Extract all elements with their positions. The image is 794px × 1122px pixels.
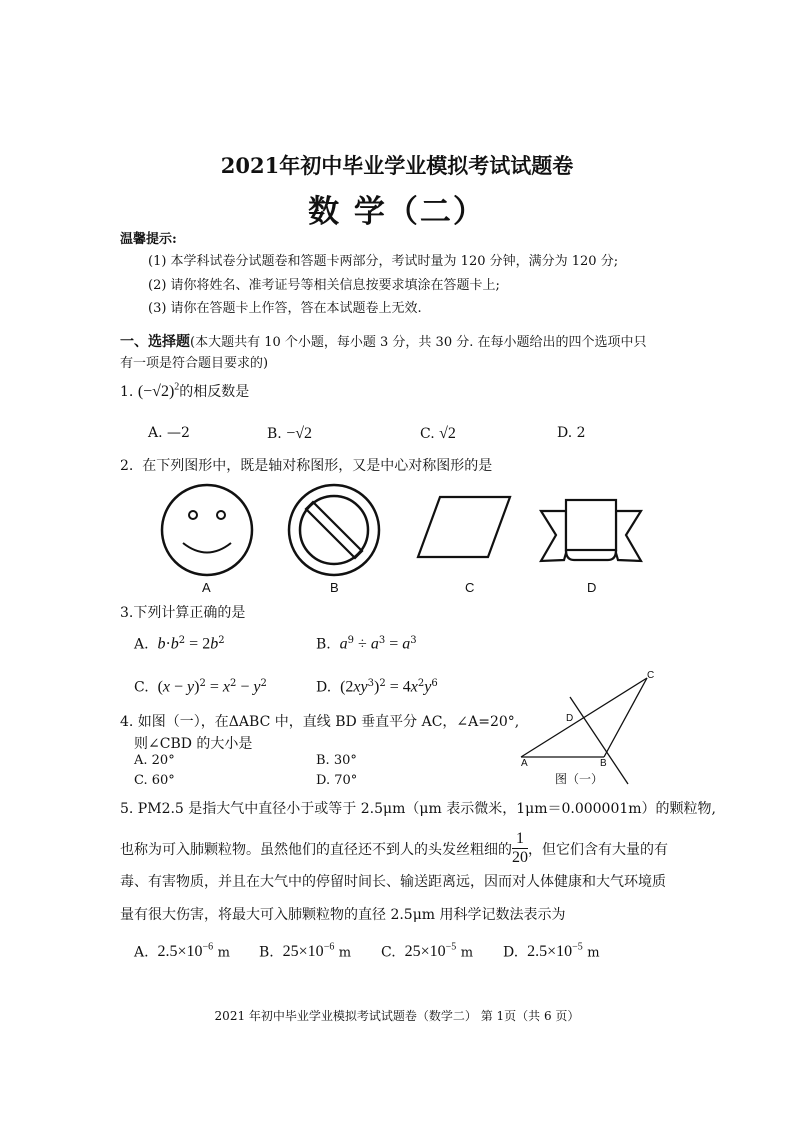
q5-option-a: A. $2.5\times 10^{-6}$ m xyxy=(134,942,230,961)
q3-number: 3. xyxy=(120,605,134,621)
q1-number: 1. xyxy=(120,384,134,400)
q3-option-c: C. $(x - y)^2 = x^2 - y^2$ xyxy=(134,678,267,696)
q2-stem-text: 在下列图形中，既是轴对称图形，又是中心对称图形的是 xyxy=(142,458,493,474)
q1-option-a: A. —2 xyxy=(148,425,190,441)
side-bc xyxy=(604,678,647,757)
section-title: 一、选择题 xyxy=(120,334,190,350)
q5-fraction xyxy=(512,830,528,867)
q3-option-a-label: A. xyxy=(134,636,149,653)
q1-option-b-label: B. xyxy=(267,426,282,442)
point-b-label: B xyxy=(600,758,607,769)
q5-line2-start: 也称为可入肺颗粒物。虽然他们的直径还不到人的头发丝粗细的 xyxy=(120,841,512,858)
q5-option-c: C. $25\times 10^{-5}$ m xyxy=(381,942,474,961)
q5-fraction-denominator: 20 xyxy=(512,849,528,866)
q4-option-a: A. 20° xyxy=(134,753,175,768)
q3-option-b: B. $a^9 \div a^3 = a^3$ xyxy=(316,635,417,653)
page-footer: 2021 年初中毕业学业模拟考试试题卷（数学二） 第 1页（共 6 页） xyxy=(214,1009,580,1023)
q5-line2-end: ，但它们含有大量的有 xyxy=(528,841,668,858)
q1-option-d: D. 2 xyxy=(557,425,586,441)
q2-number: 2. xyxy=(120,458,134,474)
q1-option-c: C. √2 xyxy=(420,425,456,442)
q2-label-c: C xyxy=(465,580,475,595)
q1-option-c-label: C. xyxy=(420,426,435,442)
q5-line2 xyxy=(120,830,668,867)
q5-line4: 量有很大伤害，将最大可入肺颗粒物的直径 2.5μm 用科学记数法表示为 xyxy=(120,907,566,923)
tip-item-1: (1) 本学科试卷分试题卷和答题卡两部分，考试时量为 120 分钟，满分为 120 分; xyxy=(148,254,619,269)
q1-expression: $(-√2)^2$ xyxy=(137,381,180,400)
q5-option-d-label: D. xyxy=(503,944,519,961)
q5-line3: 毒、有害物质，并且在大气中的停留时间长、输送距离远，因而对人体健康和大气环境质 xyxy=(120,874,666,890)
exam-subtitle: 数 学（二） xyxy=(308,194,486,230)
q4-option-c: C. 60° xyxy=(134,773,175,788)
tips-heading: 温馨提示: xyxy=(120,232,177,247)
q5-option-d: D. $2.5\times 10^{-5}$ m xyxy=(503,942,600,961)
section-desc: (本大题共有 10 个小题，每小题 3 分，共 30 分. 在每小题给出的四个选项中只 xyxy=(190,335,647,350)
q2-label-a: A xyxy=(202,580,211,595)
point-a-label: A xyxy=(521,758,528,769)
q1-stem-text: 的相反数是 xyxy=(179,384,250,400)
q5-line1: 5. PM2.5 是指大气中直径小于或等于 2.5μm（μm 表示微米，1μm＝0.000001m）的颗粒物, xyxy=(120,801,716,817)
q5-option-b: B. $25\times 10^{-6}$ m xyxy=(259,942,352,961)
q3-option-a: A. $b\cdot b^2 = 2b^2$ xyxy=(134,635,225,653)
q3-option-c-label: C. xyxy=(134,679,149,696)
exam-title: 2021年初中毕业学业模拟考试试题卷 xyxy=(220,153,574,178)
q5-option-b-label: B. xyxy=(259,944,274,961)
q3-option-d-label: D. xyxy=(316,679,332,696)
point-d-label: D xyxy=(566,713,574,724)
point-c-label: C xyxy=(647,670,655,681)
q3-stem-text: 下列计算正确的是 xyxy=(133,605,246,621)
tip-item-2: (2) 请你将姓名、准考证号等相关信息按要求填涂在答题卡上; xyxy=(148,278,500,293)
q4-stem-line1: 4. 如图（一），在ΔABC 中，直线 BD 垂直平分 AC，∠A=20°, xyxy=(120,714,520,730)
q4-option-b: B. 30° xyxy=(316,753,357,768)
q2-label-b: B xyxy=(330,580,339,595)
q4-stem-line2: 则∠CBD 的大小是 xyxy=(134,736,253,752)
q3-option-b-label: B. xyxy=(316,636,331,653)
q5-fraction-numerator: 1 xyxy=(512,830,528,849)
q4-option-d: D. 70° xyxy=(316,773,358,788)
q1-option-b: B. −√2 xyxy=(267,425,313,442)
q2-label-d: D xyxy=(587,580,597,595)
tip-item-3: (3) 请你在答题卡上作答，答在本试题卷上无效. xyxy=(148,301,422,316)
q5-option-c-label: C. xyxy=(381,944,396,961)
section-desc-cont: 有一项是符合题目要求的) xyxy=(120,356,269,371)
q3-option-d: D. $(2xy^3)^2 = 4x^2y^6$ xyxy=(316,678,438,696)
q5-option-a-label: A. xyxy=(134,944,149,961)
figure-caption: 图（一） xyxy=(555,772,604,786)
